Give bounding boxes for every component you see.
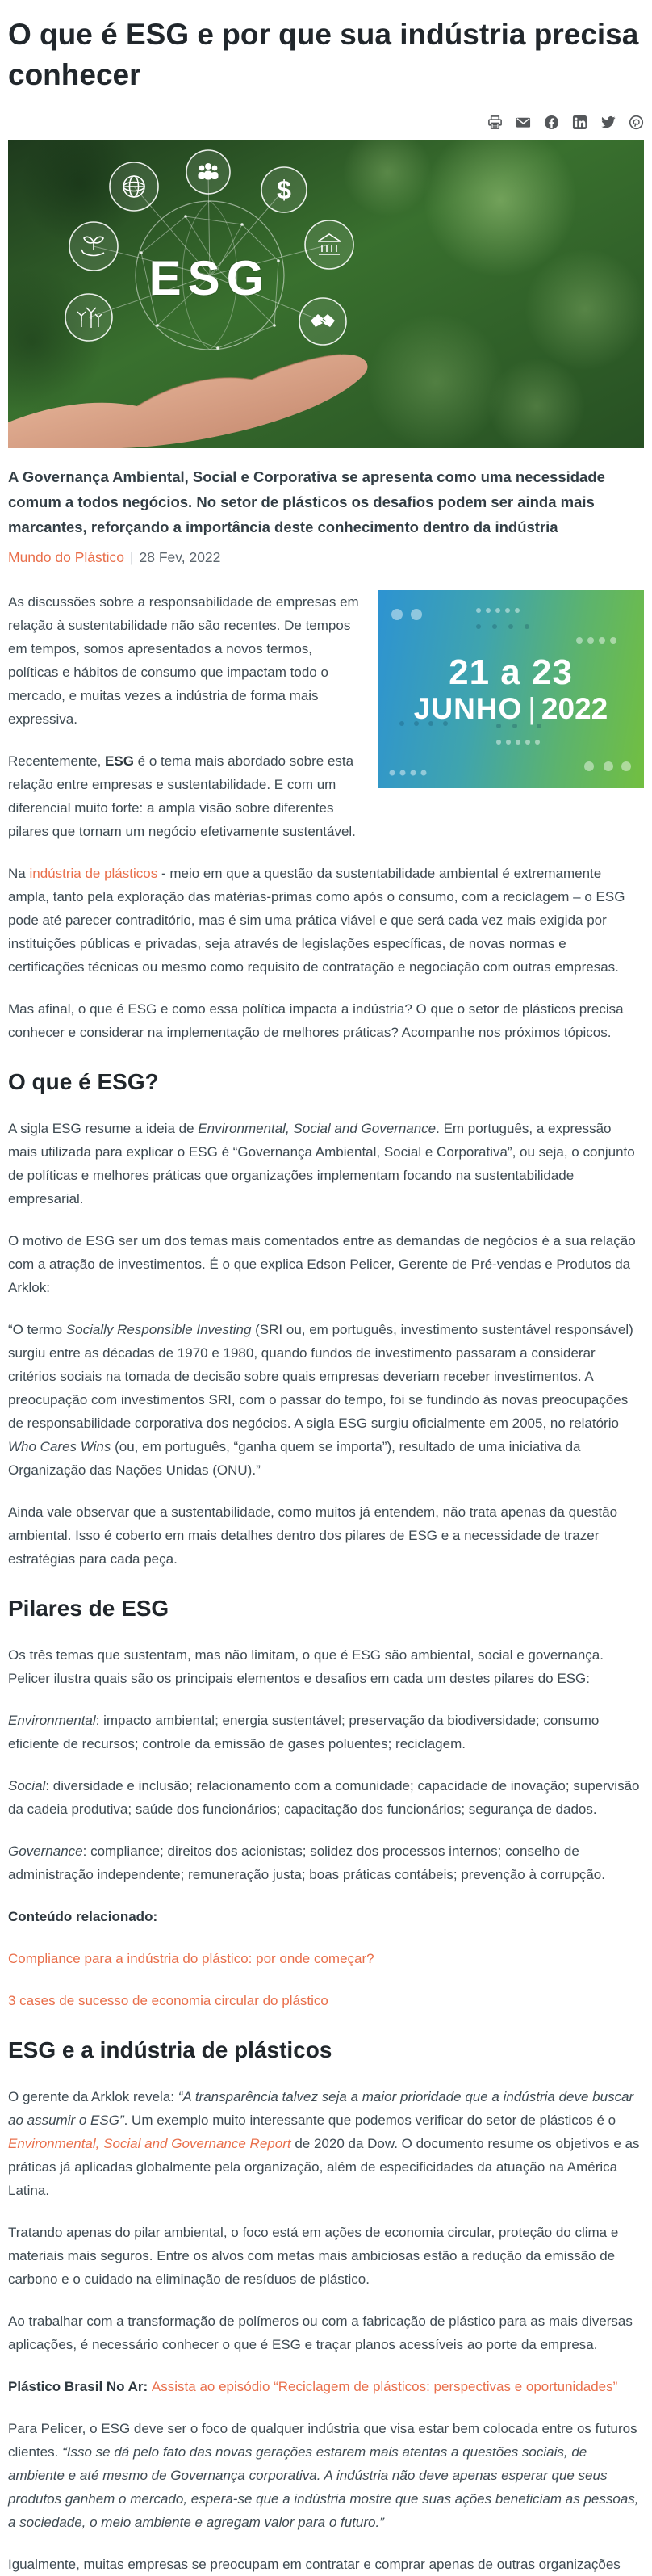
- text: (SRI ou, em português, investimento sustentável responsável) surgiu entre as décadas de 1970 e 1980, quando fundos de investimento passaram a considerar critérios sociais na tomada de decisão sobre quais empresas deveriam receber investimentos. A preocupação com investimentos SRI, com o passar do tempo, foi se fundindo às novas preocupações de responsabilidade corporativa dos negócios. A sigla ESG surgiu oficialmente em 2005, no relatório: [8, 1322, 633, 1431]
- intro-text-column: [8, 590, 360, 843]
- intro-section: [8, 590, 644, 843]
- ad-month-year: [414, 692, 608, 727]
- bold-text: Conteúdo relacionado:: [8, 1909, 158, 1924]
- paragraph: [8, 1643, 644, 1690]
- paragraph: [8, 1229, 644, 1299]
- inline-link[interactable]: Environmental, Social and Governance Report: [8, 2136, 291, 2151]
- page-title: O que é ESG e por que sua indústria precisa conhecer: [8, 18, 639, 91]
- inline-link[interactable]: 3 cases de sucesso de economia circular do plástico: [8, 1993, 328, 2008]
- text: Ainda vale observar que a sustentabilidade, como muitos já entendem, não trata apenas da questão ambiental. Isso é coberto em mais detalhes dentro dos pilares de ESG e a necessidade de trazer estratégias para cada peça.: [8, 1504, 618, 1567]
- italic-text: “A transparência talvez seja a maior prioridade que a indústria deve buscar ao assumir o ESG”: [8, 2089, 634, 2128]
- paragraph: [8, 862, 644, 979]
- paragraph: [8, 2553, 644, 2576]
- event-ad-banner[interactable]: [378, 590, 644, 788]
- dollar-icon: [261, 167, 307, 212]
- wind-turbine-icon: [65, 294, 112, 341]
- text: - meio em que a questão da sustentabilidade ambiental é extremamente ampla, tanto pela exploração das matérias-primas como após o consumo, com a reciclagem – o ESG pode até parecer contraditório, mas é sim uma prática viável e que será cada vez mais exigida por instituições públicas e privadas, seja através de legislações específicas, de novas normas e certificações técnicas ou mesmo como requisito de contratação e negociação com outras empresas.: [8, 866, 625, 975]
- text: Para Pelicer, o ESG deve ser o foco de qualquer indústria que visa estar bem colocada entre os futuros clientes.: [8, 2421, 637, 2460]
- italic-text: Who Cares Wins: [8, 1439, 111, 1454]
- paragraph: [8, 1989, 644, 2012]
- text: Tratando apenas do pilar ambiental, o foco está em ações de economia circular, proteção do clima e materiais mais seguros. Entre os alvos com metas mais ambiciosas estão a redução da emissão de carbono e o cuidado na eliminação de resíduos de plástico.: [8, 2225, 619, 2287]
- paragraph: [8, 2085, 644, 2202]
- text: . Um exemplo muito interessante que podemos verificar do setor de plásticos é o: [123, 2112, 616, 2128]
- text: : diversidade e inclusão; relacionamento com a comunidade; capacidade de inovação; supervisão da cadeia produtiva; saúde dos funcionários; capacitação dos funcionários; segurança de dados.: [8, 1778, 640, 1817]
- text: O motivo de ESG ser um dos temas mais comentados entre as demandas de negócios é a sua relação com a atração de investimentos. É o que explica Edson Pelicer, Gerente de Pré-vendas e Produtos da Arklok:: [8, 1233, 636, 1295]
- byline-separator: |: [129, 549, 134, 565]
- linkedin-icon[interactable]: [572, 115, 587, 130]
- hero-image: [8, 140, 644, 448]
- handshake-icon: [299, 298, 346, 345]
- paragraph: [8, 1117, 644, 1210]
- print-icon[interactable]: [487, 115, 503, 130]
- text: (ou, em português, “ganha quem se importa”), resultado de uma iniciativa da Organização das Nações Unidas (ONU).”: [8, 1439, 581, 1478]
- paragraph: [8, 1774, 644, 1821]
- text: . Em português, a expressão mais utilizada para explicar o ESG é “Governança Ambiental, Social e Corporativa”, ou seja, o conjunto de políticas e melhores práticas que organizações implementam focando na sustentabilidade empresarial.: [8, 1121, 635, 1206]
- email-icon[interactable]: [516, 115, 531, 130]
- text: Recentemente,: [8, 753, 106, 769]
- italic-text: Environmental, Social and Governance: [198, 1121, 437, 1136]
- article-container: [0, 15, 652, 2576]
- article-standfirst: A Governança Ambiental, Social e Corporativa se apresenta como uma necessidade comum a todos negócios. No setor de plásticos os desafios podem ser ainda mais marcantes, reforçando a importância deste conhecimento dentro da indústria: [8, 468, 605, 535]
- ad-separator: |: [528, 691, 536, 725]
- text: O gerente da Arklok revela:: [8, 2089, 178, 2104]
- paragraph: [8, 1500, 644, 1571]
- text: As discussões sobre a responsabilidade de empresas em relação à sustentabilidade não são recentes. De tempos em tempos, somos apresentados a novos termos, políticas e hábitos de consumo que impactam todo o mercado, e muitas vezes a indústria de forma mais expressiva.: [8, 594, 359, 727]
- italic-text: Social: [8, 1778, 46, 1794]
- paragraph: [8, 1709, 644, 1756]
- globe-icon: [110, 162, 158, 211]
- paragraph: [8, 1947, 644, 1970]
- share-toolbar: [8, 115, 644, 130]
- article-body: [8, 862, 644, 2576]
- heading-esg-e-industria: ESG e a indústria de plásticos: [8, 2037, 332, 2062]
- byline-source-link[interactable]: Mundo do Plástico: [8, 549, 124, 565]
- ad-year: 2022: [541, 691, 608, 725]
- hero-esg-label: ESG: [148, 251, 271, 305]
- byline-date: 28 Fev, 2022: [139, 549, 221, 565]
- inline-link[interactable]: indústria de plásticos: [29, 866, 158, 881]
- text: : impacto ambiental; energia sustentável; preservação da biodiversidade; consumo eficiente de recursos; controle da emissão de gases poluentes; reciclagem.: [8, 1713, 600, 1752]
- paragraph: [8, 1905, 644, 1928]
- paragraph: [8, 590, 360, 731]
- byline: [8, 549, 644, 566]
- text: “O termo: [8, 1322, 66, 1337]
- text: Na: [8, 866, 30, 881]
- heading-pilares-de-esg: Pilares de ESG: [8, 1596, 169, 1621]
- italic-text: “Isso se dá pelo fato das novas gerações estarem mais atentas a questões sociais, de ambiente e até mesmo de Governança corporativa. A indústria não deve apenas esperar que seus produtos ganhem o mercado, espera-se que a indústria mostre que suas ações beneficiam as pessoas, a sociedade, o meio ambiente e agregam valor para o futuro.”: [8, 2444, 639, 2530]
- text: é o tema mais abordado sobre esta relação entre empresas e sustentabilidade. E com um diferencial muito forte: a ampla visão sobre diferentes pilares que tornam um negócio efetivamente sustentável.: [8, 753, 356, 839]
- plant-hand-icon: [69, 222, 118, 271]
- paragraph: [8, 2310, 644, 2356]
- text: : compliance; direitos dos acionistas; solidez dos processos internos; conselho de administração independente; remuneração justa; boas práticas contábeis; prevenção à corrupção.: [8, 1844, 605, 1882]
- italic-text: Governance: [8, 1844, 83, 1859]
- italic-text: Environmental: [8, 1713, 96, 1728]
- ad-dates: 21 a 23: [449, 652, 573, 692]
- paragraph: [8, 997, 644, 1044]
- bank-icon: [305, 220, 353, 269]
- text: de 2020 da Dow. O documento resume os objetivos e as práticas já aplicadas globalmente pela organização, além de especificidades da atuação na América Latina.: [8, 2136, 640, 2198]
- italic-text: Socially Responsible Investing: [65, 1322, 252, 1337]
- ad-month: JUNHO: [413, 691, 523, 725]
- paragraph: [8, 2375, 644, 2398]
- text: Mas afinal, o que é ESG e como essa política impacta a indústria? O que o setor de plásticos precisa conhecer e considerar na implementação de melhores práticas? Acompanhe nos próximos tópicos.: [8, 1001, 624, 1040]
- paragraph: [8, 2417, 644, 2534]
- paragraph: [8, 1318, 644, 1482]
- text: Ao trabalhar com a transformação de polímeros ou com a fabricação de plástico para as mais diversas aplicações, é necessário conhecer o que é ESG e traçar planos acessíveis ao porte da empresa.: [8, 2314, 633, 2352]
- inline-link[interactable]: Compliance para a indústria do plástico: por onde começar?: [8, 1951, 374, 1966]
- svg-text:$: $: [277, 175, 291, 204]
- paragraph: [8, 1840, 644, 1886]
- people-icon: [186, 150, 230, 194]
- bold-text: ESG: [105, 753, 134, 769]
- text: Os três temas que sustentam, mas não limitam, o que é ESG são ambiental, social e governança. Pelicer ilustra quais são os principais elementos e desafios em cada um destes pilares do ESG:: [8, 1647, 604, 1686]
- paragraph: [8, 2221, 644, 2291]
- facebook-icon[interactable]: [544, 115, 559, 130]
- text: A sigla ESG resume a ideia de: [8, 1121, 199, 1136]
- paragraph: [8, 749, 360, 843]
- inline-link[interactable]: Assista ao episódio “Reciclagem de plásticos: perspectivas e oportunidades”: [151, 2379, 618, 2394]
- twitter-icon[interactable]: [600, 115, 616, 130]
- pinterest-icon[interactable]: [629, 115, 644, 130]
- text: Igualmente, muitas empresas se preocupam em contratar e comprar apenas de outras organizações: [8, 2557, 621, 2572]
- bold-text: Plástico Brasil No Ar:: [8, 2379, 152, 2394]
- heading-o-que-e-esg: O que é ESG?: [8, 1069, 159, 1094]
